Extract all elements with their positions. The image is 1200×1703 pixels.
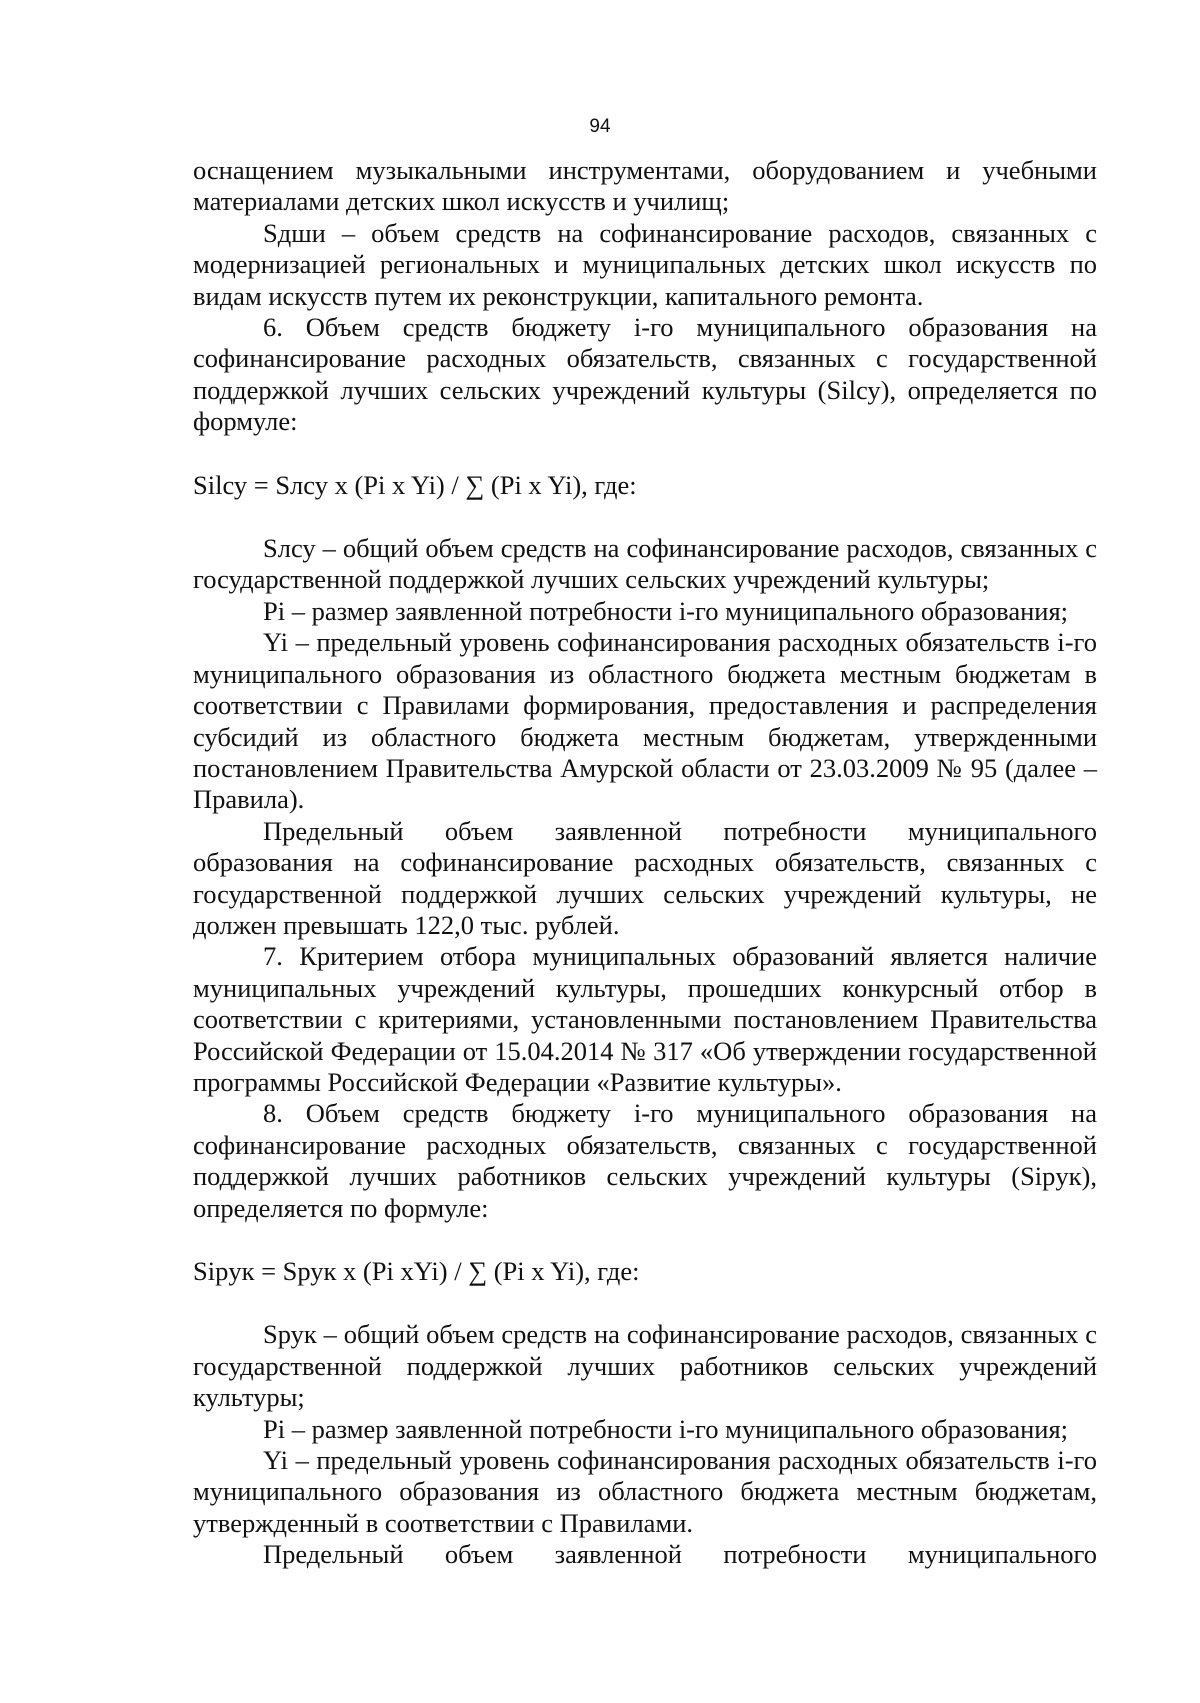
- paragraph-pi-definition-2: Pi – размер заявленной потребности i-го муниципального образования;: [263, 1413, 1068, 1444]
- paragraph-pi-definition: Pi – размер заявленной потребности i-го муниципального образования;: [263, 595, 1068, 626]
- paragraph-item-8: 8. Объем средств бюджету i-го муниципального образования на софинансирование расходных обязательств, связанных с государственной поддержкой лучших работников сельских учреждений культуры (Sipук), определяется по формуле:: [193, 1098, 1097, 1223]
- formula-silsu: Silсу = Sлсу х (Pi x Yi) / ∑ (Pi x Yi), где:: [193, 469, 637, 500]
- paragraph-sdshi-definition: Sдши – объем средств на софинансирование расходов, связанных с модернизацией региональных и муниципальных детских школ искусств по видам искусств путем их реконструкции, капитального ремонта.: [193, 217, 1097, 311]
- page-number: 94: [589, 116, 611, 137]
- paragraph-yi-definition: Yi – предельный уровень софинансирования расходных обязательств i-го муниципального образования из областного бюджета местным бюджетам в соответствии с Правилами формирования, предоставления и распределения субсидий из областного бюджета местным бюджетам, утвержденными постановлением Правительства Амурской области от 23.03.2009 № 95 (далее – Правила).: [193, 627, 1097, 815]
- paragraph-yi-definition-2: Yi – предельный уровень софинансирования расходных обязательств i-го муниципального образования из областного бюджета местным бюджетам, утвержденный в соответствии с Правилами.: [193, 1445, 1097, 1538]
- document-body: [193, 155, 1097, 1571]
- paragraph-spuk-definition: Sрук – общий объем средств на софинансирование расходов, связанных с государственной поддержкой лучших работников сельских учреждений культуры;: [193, 1319, 1097, 1413]
- paragraph-limit-continued: Предельный объем заявленной потребности муниципального: [263, 1539, 1097, 1570]
- paragraph-limit-122: Предельный объем заявленной потребности муниципального образования на софинансирование расходных обязательств, связанных с государственной поддержкой лучших сельских учреждений культуры, не должен превышать 122,0 тыс. рублей.: [193, 815, 1097, 940]
- paragraph-slsu-definition: Sлсу – общий объем средств на софинансирование расходов, связанных с государственной поддержкой лучших сельских учреждений культуры;: [193, 533, 1097, 595]
- formula-sipuk: Sipук = Sрук х (Pi xYi) / ∑ (Pi x Yi), где:: [193, 1256, 640, 1286]
- paragraph-item-7: 7. Критерием отбора муниципальных образований является наличие муниципальных учреждений культуры, прошедших конкурсный отбор в соответствии с критериями, установленными постановлением Правительства Российской Федерации от 15.04.2014 № 317 «Об утверждении государственной программы Российской Федерации «Развитие культуры».: [193, 941, 1097, 1097]
- paragraph-continuation: оснащением музыкальными инструментами, оборудованием и учебными материалами детских школ искусств и училищ;: [193, 155, 1097, 217]
- paragraph-item-6: 6. Объем средств бюджету i-го муниципального образования на софинансирование расходных обязательств, связанных с государственной поддержкой лучших сельских учреждений культуры (Silсу), определяется по формуле:: [193, 312, 1097, 437]
